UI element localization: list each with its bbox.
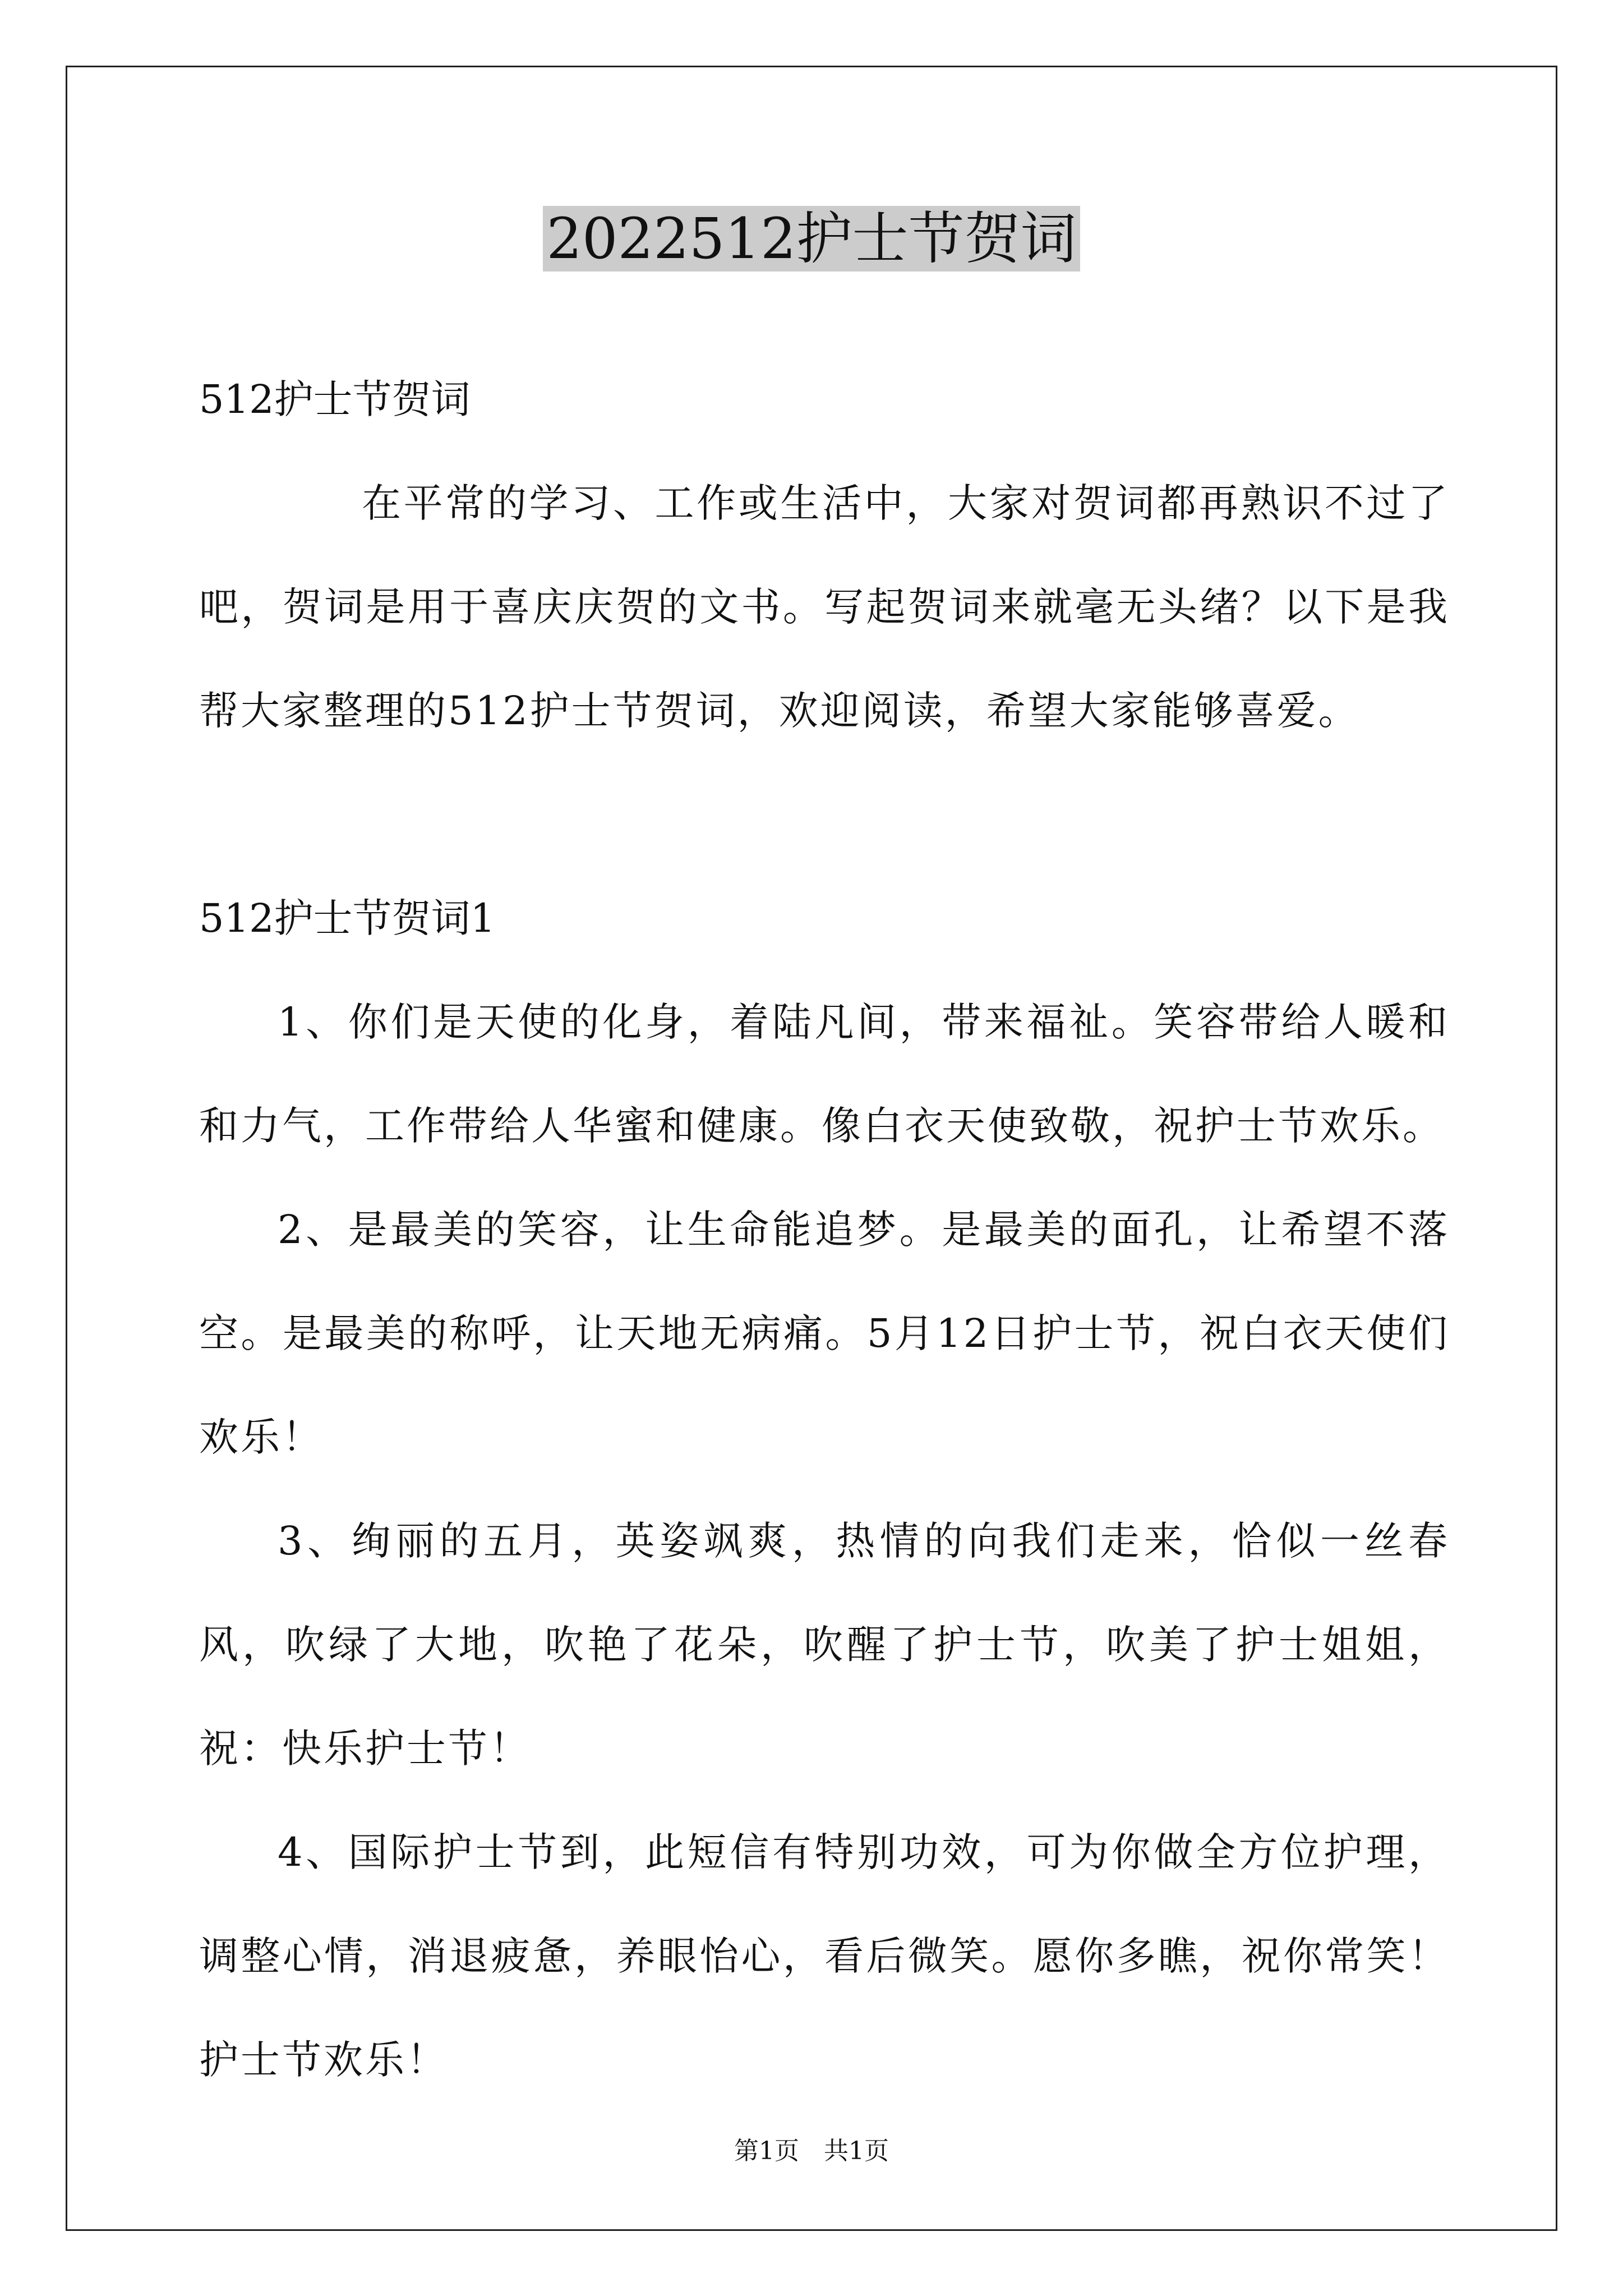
document-body [199, 348, 1450, 2112]
subtitle: 512护士节贺词 [199, 376, 471, 422]
paragraph-spacer [199, 763, 1450, 867]
document-title: 2022512护士节贺词 [543, 206, 1080, 272]
document-title-block [0, 200, 1623, 278]
page-footer: 第1页 共1页 [734, 2137, 889, 2165]
greeting-item-1: 1、你们是天使的化身，着陆凡间，带来福祉。笑容带给人暖和和力气，工作带给人华蜜和健康。像白衣天使致敬，祝护士节欢乐。 [199, 999, 1450, 1149]
intro-paragraph: 在平常的学习、工作或生活中，大家对贺词都再熟识不过了吧，贺词是用于喜庆庆贺的文书。写起贺词来就毫无头绪？以下是我帮大家整理的512护士节贺词，欢迎阅读，希望大家能够喜爱。 [199, 480, 1450, 734]
greeting-item-4: 4、国际护士节到，此短信有特别功效，可为你做全方位护理，调整心情，消退疲惫，养眼怡心，看后微笑。愿你多瞧，祝你常笑！护士节欢乐！ [199, 1829, 1450, 2083]
section-heading: 512护士节贺词1 [199, 895, 496, 941]
greeting-item-2: 2、是最美的笑容，让生命能追梦。是最美的面孔，让希望不落空。是最美的称呼，让天地无病痛。5月12日护士节，祝白衣天使们欢乐！ [199, 1207, 1450, 1460]
greeting-item-3: 3、绚丽的五月，英姿飒爽，热情的向我们走来，恰似一丝春风，吹绿了大地，吹艳了花朵，吹醒了护士节，吹美了护士姐姐，祝：快乐护士节！ [199, 1518, 1450, 1772]
